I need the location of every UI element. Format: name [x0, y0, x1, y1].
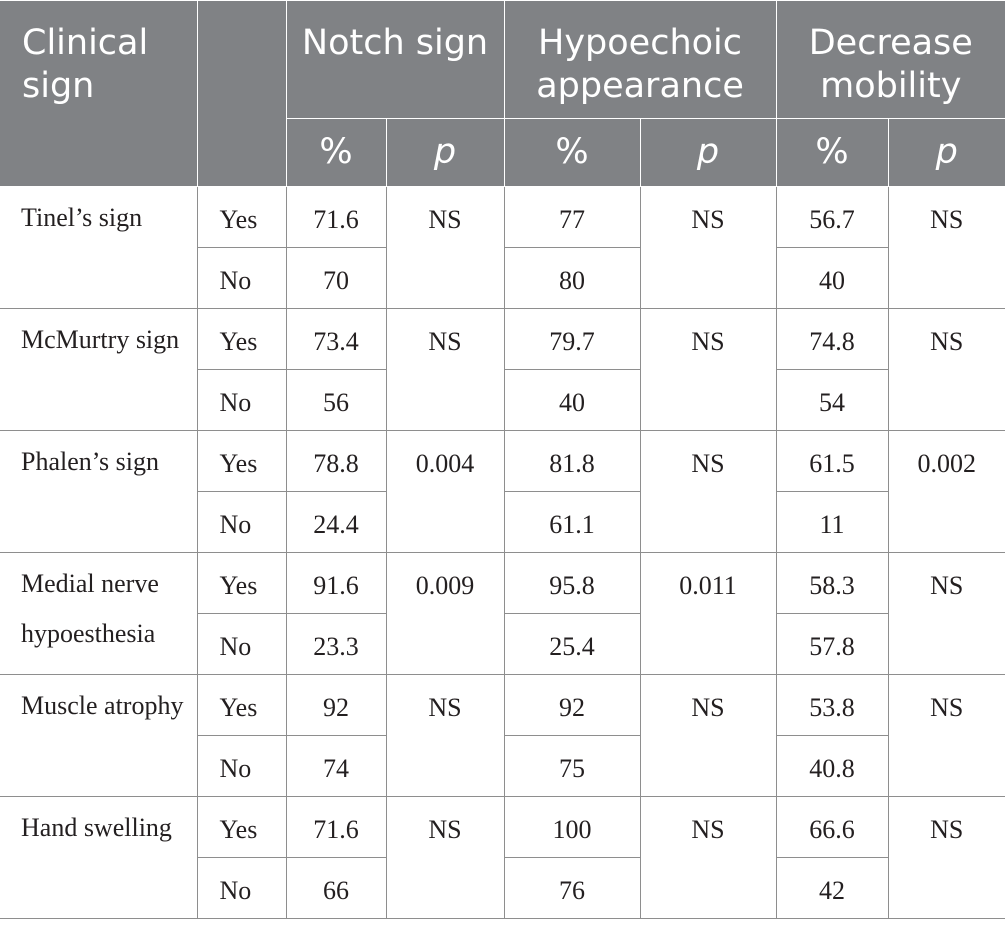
hypo-p-value: NS — [640, 309, 776, 431]
table-row — [0, 431, 1005, 492]
clinical-sign-name: Medial nerve hypoesthesia — [0, 553, 197, 675]
notch-p-value: 0.004 — [386, 431, 504, 553]
header-notch-p: p — [386, 119, 504, 187]
mob-no-percent: 57.8 — [776, 614, 888, 675]
mob-no-percent: 11 — [776, 492, 888, 553]
mob-p-value: NS — [888, 187, 1005, 309]
header-hypoechoic-appearance: Hypoechoic appearance — [504, 1, 776, 119]
clinical-sign-name: Muscle atrophy — [0, 675, 197, 797]
mob-p-value: 0.002 — [888, 431, 1005, 553]
header-mob-p: p — [888, 119, 1005, 187]
table-header — [0, 1, 1005, 187]
notch-p-value: NS — [386, 309, 504, 431]
notch-p-value: NS — [386, 187, 504, 309]
hypo-p-value: NS — [640, 431, 776, 553]
notch-yes-percent: 92 — [286, 675, 386, 736]
no-label: No — [197, 614, 286, 675]
yes-label: Yes — [197, 675, 286, 736]
notch-p-value: 0.009 — [386, 553, 504, 675]
notch-no-percent: 56 — [286, 370, 386, 431]
yes-label: Yes — [197, 309, 286, 370]
hypo-p-value: NS — [640, 187, 776, 309]
hypo-yes-percent: 100 — [504, 797, 640, 858]
notch-p-value: NS — [386, 797, 504, 919]
hypo-yes-percent: 95.8 — [504, 553, 640, 614]
header-notch-percent: % — [286, 119, 386, 187]
header-mob-percent: % — [776, 119, 888, 187]
mob-yes-percent: 53.8 — [776, 675, 888, 736]
no-label: No — [197, 736, 286, 797]
header-hypo-p: p — [640, 119, 776, 187]
table-row — [0, 553, 1005, 614]
clinical-sign-name: Tinel’s sign — [0, 187, 197, 309]
clinical-sign-name: McMurtry sign — [0, 309, 197, 431]
hypo-no-percent: 61.1 — [504, 492, 640, 553]
table-row — [0, 187, 1005, 248]
hypo-p-value: NS — [640, 797, 776, 919]
yes-label: Yes — [197, 797, 286, 858]
mob-p-value: NS — [888, 309, 1005, 431]
mob-yes-percent: 56.7 — [776, 187, 888, 248]
table-row — [0, 797, 1005, 858]
mob-p-value: NS — [888, 553, 1005, 675]
notch-no-percent: 66 — [286, 858, 386, 919]
no-label: No — [197, 248, 286, 309]
hypo-yes-percent: 92 — [504, 675, 640, 736]
hypo-no-percent: 76 — [504, 858, 640, 919]
notch-yes-percent: 73.4 — [286, 309, 386, 370]
notch-no-percent: 24.4 — [286, 492, 386, 553]
notch-yes-percent: 78.8 — [286, 431, 386, 492]
yes-label: Yes — [197, 431, 286, 492]
header-decrease-mobility: Decrease mobility — [776, 1, 1005, 119]
hypo-yes-percent: 77 — [504, 187, 640, 248]
mob-yes-percent: 58.3 — [776, 553, 888, 614]
mob-no-percent: 42 — [776, 858, 888, 919]
mob-p-value: NS — [888, 675, 1005, 797]
header-blank — [197, 1, 286, 187]
hypo-yes-percent: 79.7 — [504, 309, 640, 370]
mob-no-percent: 54 — [776, 370, 888, 431]
hypo-no-percent: 80 — [504, 248, 640, 309]
notch-yes-percent: 71.6 — [286, 187, 386, 248]
table-row — [0, 675, 1005, 736]
hypo-no-percent: 40 — [504, 370, 640, 431]
hypo-p-value: 0.011 — [640, 553, 776, 675]
header-clinical-sign: Clinical sign — [0, 1, 197, 187]
notch-yes-percent: 71.6 — [286, 797, 386, 858]
yes-label: Yes — [197, 187, 286, 248]
notch-no-percent: 74 — [286, 736, 386, 797]
notch-yes-percent: 91.6 — [286, 553, 386, 614]
mob-yes-percent: 61.5 — [776, 431, 888, 492]
mob-yes-percent: 66.6 — [776, 797, 888, 858]
table-body — [0, 187, 1005, 919]
hypo-yes-percent: 81.8 — [504, 431, 640, 492]
mob-p-value: NS — [888, 797, 1005, 919]
notch-no-percent: 23.3 — [286, 614, 386, 675]
mob-no-percent: 40.8 — [776, 736, 888, 797]
table-row — [0, 309, 1005, 370]
header-hypo-percent: % — [504, 119, 640, 187]
clinical-sign-name: Hand swelling — [0, 797, 197, 919]
notch-no-percent: 70 — [286, 248, 386, 309]
hypo-no-percent: 75 — [504, 736, 640, 797]
no-label: No — [197, 858, 286, 919]
clinical-sign-name: Phalen’s sign — [0, 431, 197, 553]
no-label: No — [197, 492, 286, 553]
yes-label: Yes — [197, 553, 286, 614]
no-label: No — [197, 370, 286, 431]
hypo-no-percent: 25.4 — [504, 614, 640, 675]
mob-no-percent: 40 — [776, 248, 888, 309]
notch-p-value: NS — [386, 675, 504, 797]
hypo-p-value: NS — [640, 675, 776, 797]
header-notch-sign: Notch sign — [286, 1, 504, 119]
mob-yes-percent: 74.8 — [776, 309, 888, 370]
